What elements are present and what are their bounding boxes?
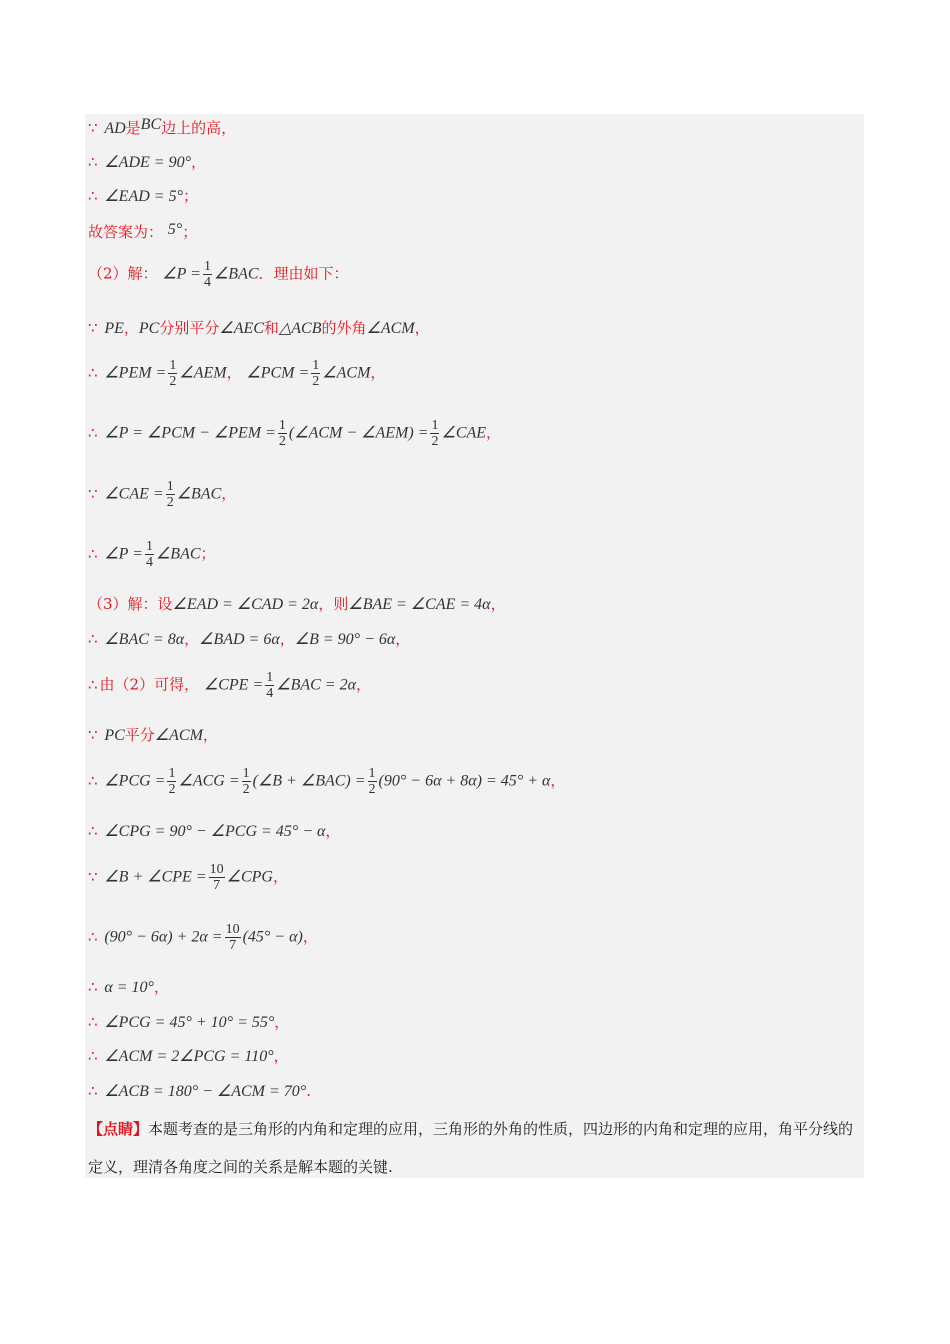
fraction [145,539,154,570]
math: α = 10° [104,979,154,996]
math: ∠AEM [179,364,227,382]
fraction [167,766,176,797]
text: 的外角 [321,319,367,337]
math: ∠BAC = 8α [104,631,185,648]
text: ； [182,187,198,205]
line-14 [88,725,218,746]
math: ∠PEM = [104,364,167,382]
denominator: 2 [169,374,177,389]
fraction [203,259,212,290]
text: 边上的高， [161,119,237,137]
fraction [166,479,175,510]
math: ∠BAD = 6α [199,631,280,648]
therefore-symbol: ∴ [88,153,98,171]
denominator: 2 [168,782,176,797]
math: ∠ACB = 180° − ∠ACM = 70° [104,1083,307,1100]
text: ， [221,484,237,503]
math: ∠CPG [226,868,273,886]
math: ∠ACM [322,364,371,382]
text: ， [490,595,506,613]
note-text: 本题考查的是三角形的内角和定理的应用，三角形的外角的性质，四边形的内角和定理的应用，角平分线的定义，理清各角度之间的关系是解本题的关键. [88,1120,854,1176]
math: ∠BAC [213,265,259,283]
text: ， [123,319,139,337]
line-18 [88,922,318,953]
math: ∠BAE = ∠CAE = 4α [348,596,491,613]
line-9 [88,479,236,510]
therefore-symbol: ∴ [88,675,98,694]
math: ∠B + ∠CPE = [104,868,207,886]
text: ， [190,153,206,171]
text: ， [370,363,386,382]
math: ∠P = [104,545,143,563]
text: ．理由如下： [258,264,349,283]
text: ， [273,1047,289,1065]
math: PC [138,320,160,337]
denominator: 4 [266,686,274,701]
math: (∠B + ∠BAC) = [252,772,366,790]
math: ∠CPG = 90° − ∠PCG = 45° − α [104,823,326,840]
fraction [265,670,274,701]
fraction [430,418,439,449]
because-symbol: ∵ [88,484,98,503]
denominator: 2 [166,495,174,510]
text: ， [302,927,318,946]
text: ； [200,544,216,563]
math: ∠ADE = 90° [104,154,191,171]
numerator: 1 [166,479,174,494]
math: ∠P = ∠PCM − ∠PEM = [104,424,276,442]
math: ∠ACM = 2∠PCG = 110° [104,1048,274,1065]
text: 平分 [124,726,155,744]
text: ， [356,675,372,694]
text: ， [184,630,200,648]
therefore-symbol: ∴ [88,822,98,840]
math: (90° − 6α) + 2α = [104,928,223,946]
numerator: 1 [431,418,439,433]
line-20 [88,1012,289,1033]
therefore-symbol: ∴ [88,1047,98,1065]
math: (45° − α) [242,928,303,946]
therefore-symbol: ∴ [88,1013,98,1031]
line-15 [88,766,565,797]
math: AD [104,120,126,137]
fraction [368,766,377,797]
line-13 [88,670,371,701]
because-symbol: ∵ [88,319,98,337]
numerator: 1 [312,358,320,373]
math: ∠ACG = [178,772,240,790]
line-10 [88,539,216,570]
math: ∠B = 90° − 6α [294,631,396,648]
therefore-symbol: ∴ [88,544,98,563]
math: ∠P = [162,265,201,283]
text: 由（2）可得， [99,675,200,694]
denominator: 4 [203,275,211,290]
math: △ACB [278,320,322,337]
therefore-symbol: ∴ [88,630,98,648]
numerator: 1 [242,766,250,781]
therefore-symbol: ∴ [88,927,98,946]
line-2 [88,152,206,173]
text: . [306,1082,311,1100]
text: ； [182,223,198,241]
because-symbol: ∵ [88,726,98,744]
math: BC [140,116,162,133]
text: ，则 [318,595,349,613]
therefore-symbol: ∴ [88,187,98,205]
numerator: 10 [209,862,224,877]
text: ， [414,319,430,337]
fraction [311,358,320,389]
text: 是 [125,119,141,137]
because-symbol: ∵ [88,867,98,886]
math: ∠EAD = ∠CAD = 2α [172,596,319,613]
math: PC [104,727,125,744]
text: 和 [263,319,279,337]
text: 分别平分 [159,319,220,337]
math: ∠CAE = [104,485,164,503]
line-19 [88,977,169,998]
line-11 [88,594,506,615]
math: ∠PCM = [246,364,310,382]
line-1 [88,118,236,139]
line-4 [88,222,197,243]
line-7 [88,358,385,389]
numerator: 1 [145,539,153,554]
math: 5° [167,221,183,238]
math: PE [104,320,124,337]
fraction [225,922,241,953]
text: （2）解： [88,264,158,283]
math: ∠BAC [176,485,222,503]
math: ∠BAC = 2α [276,676,356,694]
math: ∠AEC [219,320,264,337]
denominator: 2 [368,782,376,797]
denominator: 2 [278,434,286,449]
numerator: 1 [368,766,376,781]
math: ∠CPE = [203,676,264,694]
line-6 [88,318,430,339]
line-5 [88,259,349,290]
fraction [278,418,287,449]
therefore-symbol: ∴ [88,978,98,996]
fraction [209,862,225,893]
comment-note [88,1110,863,1186]
numerator: 1 [203,259,211,274]
line-8 [88,418,501,449]
text: ， [279,630,295,648]
denominator: 7 [213,878,221,893]
numerator: 1 [168,766,176,781]
text: ， [226,363,242,382]
math: ∠PCG = 45° + 10° = 55° [104,1014,275,1031]
math: ∠CAE [441,424,487,442]
fraction [168,358,177,389]
text: ， [272,867,288,886]
text: ， [202,726,218,744]
line-17 [88,862,288,893]
numerator: 10 [225,922,240,937]
text: （3）解：设 [88,595,173,613]
therefore-symbol: ∴ [88,363,98,382]
line-16 [88,821,340,842]
math: (∠ACM − ∠AEM) = [288,424,429,442]
text: ， [153,978,169,996]
denominator: 2 [312,374,320,389]
math: ∠PCG = [104,772,166,790]
therefore-symbol: ∴ [88,423,98,442]
math: ∠ACM [154,727,203,744]
numerator: 1 [266,670,274,685]
text: ， [274,1013,290,1031]
text: ， [550,771,566,790]
note-tag: 【点睛】 [88,1120,149,1138]
numerator: 1 [169,358,177,373]
text: 故答案为： [88,223,164,241]
denominator: 7 [229,938,237,953]
denominator: 4 [145,555,153,570]
text: ， [325,822,341,840]
math: ∠EAD = 5° [104,188,183,205]
denominator: 2 [242,782,250,797]
line-3 [88,186,198,207]
fraction [242,766,251,797]
therefore-symbol: ∴ [88,1082,98,1100]
text: ， [395,630,411,648]
because-symbol: ∵ [88,119,98,137]
line-12 [88,629,410,650]
math: (90° − 6α + 8α) = 45° + α [378,772,551,790]
denominator: 2 [431,434,439,449]
therefore-symbol: ∴ [88,771,98,790]
line-21 [88,1046,289,1067]
text: ， [486,423,502,442]
numerator: 1 [278,418,286,433]
math: ∠ACM [366,320,415,337]
math: ∠BAC [155,545,201,563]
line-22 [88,1081,311,1102]
